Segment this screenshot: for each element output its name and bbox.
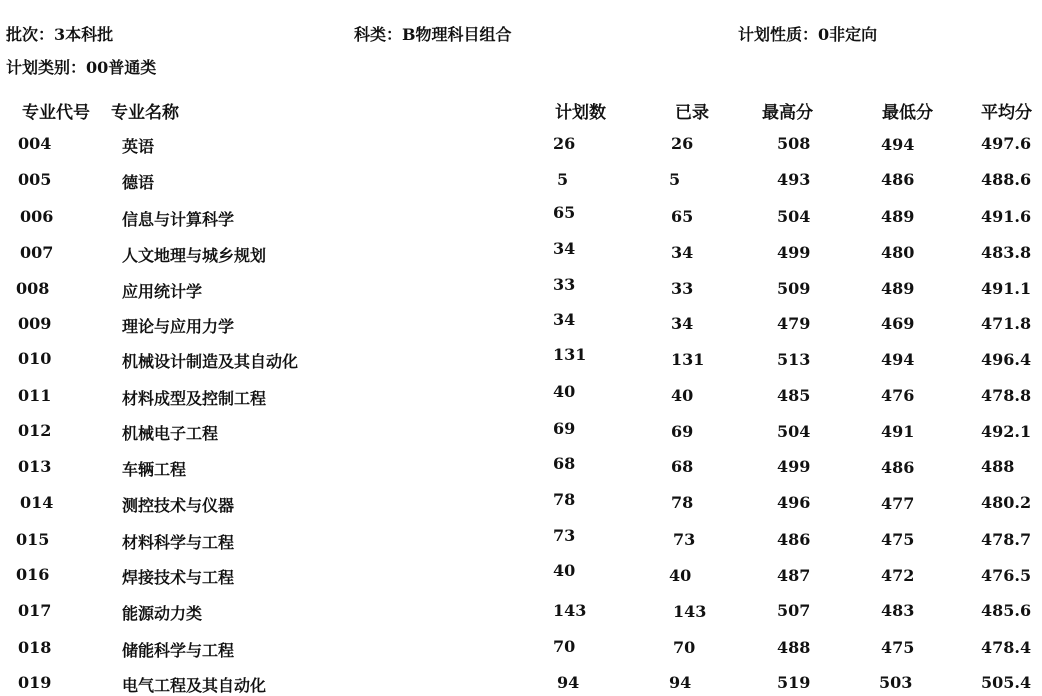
subject-type-label: 科类：B物理科目组合 xyxy=(354,25,512,44)
cell-code: 014 xyxy=(20,493,54,512)
cell-max: 509 xyxy=(777,279,811,298)
cell-max: 519 xyxy=(777,673,811,692)
cell-plan: 5 xyxy=(557,170,569,189)
cell-avg: 492.1 xyxy=(981,422,1032,441)
cell-max: 487 xyxy=(777,566,811,585)
cell-min: 475 xyxy=(881,530,915,549)
cell-name: 机械设计制造及其自动化 xyxy=(122,352,299,371)
cell-code: 012 xyxy=(18,421,52,440)
cell-name: 信息与计算科学 xyxy=(122,210,235,229)
cell-name: 电气工程及其自动化 xyxy=(122,676,267,695)
header-plan-count: 计划数 xyxy=(555,103,606,123)
cell-code: 015 xyxy=(16,530,50,549)
cell-admitted: 73 xyxy=(673,530,696,549)
cell-code: 007 xyxy=(20,243,54,262)
cell-code: 016 xyxy=(16,565,50,584)
cell-plan: 40 xyxy=(553,561,576,580)
cell-max: 486 xyxy=(777,530,811,549)
cell-avg: 478.8 xyxy=(981,386,1032,405)
cell-min: 503 xyxy=(879,673,913,692)
cell-plan: 78 xyxy=(553,490,576,509)
cell-min: 475 xyxy=(881,638,915,657)
cell-avg: 483.8 xyxy=(981,243,1032,262)
cell-min: 489 xyxy=(881,207,915,226)
cell-code: 004 xyxy=(18,134,52,153)
cell-name: 焊接技术与工程 xyxy=(122,568,235,587)
cell-name: 人文地理与城乡规划 xyxy=(122,246,267,265)
cell-name: 车辆工程 xyxy=(122,460,187,479)
cell-name: 材料科学与工程 xyxy=(122,533,235,552)
header-major-code: 专业代号 xyxy=(22,103,90,123)
cell-name: 测控技术与仪器 xyxy=(122,496,235,515)
header-major-name: 专业名称 xyxy=(111,103,179,123)
plan-category-label: 计划类别：00普通类 xyxy=(6,58,157,77)
cell-plan: 26 xyxy=(553,134,576,153)
cell-admitted: 26 xyxy=(671,134,694,153)
cell-max: 504 xyxy=(777,207,811,226)
header-avg-score: 平均分 xyxy=(981,103,1032,123)
cell-min: 486 xyxy=(881,458,915,477)
cell-admitted: 70 xyxy=(673,638,696,657)
cell-max: 507 xyxy=(777,601,811,620)
cell-name: 能源动力类 xyxy=(122,604,203,623)
cell-name: 德语 xyxy=(122,173,155,192)
header-admitted: 已录 xyxy=(675,103,709,123)
cell-admitted: 40 xyxy=(669,566,692,585)
cell-code: 009 xyxy=(18,314,52,333)
cell-avg: 491.6 xyxy=(981,207,1032,226)
cell-max: 504 xyxy=(777,422,811,441)
cell-max: 499 xyxy=(777,457,811,476)
cell-plan: 94 xyxy=(557,673,580,692)
cell-code: 008 xyxy=(16,279,50,298)
cell-min: 489 xyxy=(881,279,915,298)
header-min-score: 最低分 xyxy=(882,103,933,123)
cell-plan: 73 xyxy=(553,526,576,545)
cell-avg: 485.6 xyxy=(981,601,1032,620)
cell-avg: 496.4 xyxy=(981,350,1032,369)
cell-admitted: 94 xyxy=(669,673,692,692)
cell-code: 010 xyxy=(18,349,52,368)
cell-min: 480 xyxy=(881,243,915,262)
cell-admitted: 69 xyxy=(671,422,694,441)
cell-avg: 491.1 xyxy=(981,279,1032,298)
cell-plan: 70 xyxy=(553,637,576,656)
cell-min: 476 xyxy=(881,386,915,405)
cell-max: 508 xyxy=(777,134,811,153)
cell-code: 011 xyxy=(18,386,52,405)
cell-max: 499 xyxy=(777,243,811,262)
cell-avg: 471.8 xyxy=(981,314,1032,333)
cell-code: 013 xyxy=(18,457,52,476)
cell-plan: 40 xyxy=(553,382,576,401)
cell-code: 005 xyxy=(18,170,52,189)
cell-plan: 65 xyxy=(553,203,576,222)
cell-plan: 33 xyxy=(553,275,576,294)
plan-nature-label: 计划性质：0非定向 xyxy=(738,25,878,44)
cell-min: 491 xyxy=(881,422,915,441)
header-max-score: 最高分 xyxy=(762,103,813,123)
cell-code: 019 xyxy=(18,673,52,692)
cell-min: 469 xyxy=(881,314,915,333)
cell-admitted: 68 xyxy=(671,457,694,476)
cell-admitted: 131 xyxy=(671,350,705,369)
cell-admitted: 5 xyxy=(669,170,681,189)
cell-avg: 488.6 xyxy=(981,170,1032,189)
cell-avg: 497.6 xyxy=(981,134,1032,153)
cell-max: 485 xyxy=(777,386,811,405)
cell-admitted: 34 xyxy=(671,314,694,333)
cell-plan: 69 xyxy=(553,419,576,438)
cell-code: 018 xyxy=(18,638,52,657)
cell-max: 488 xyxy=(777,638,811,657)
cell-plan: 143 xyxy=(553,601,587,620)
batch-label: 批次：3本科批 xyxy=(6,25,114,44)
cell-admitted: 78 xyxy=(671,493,694,512)
cell-plan: 131 xyxy=(553,345,587,364)
cell-code: 017 xyxy=(18,601,52,620)
cell-admitted: 143 xyxy=(673,602,707,621)
cell-min: 486 xyxy=(881,170,915,189)
cell-avg: 505.4 xyxy=(981,673,1032,692)
cell-name: 理论与应用力学 xyxy=(122,317,235,336)
cell-min: 494 xyxy=(881,350,915,369)
cell-plan: 34 xyxy=(553,239,576,258)
cell-admitted: 65 xyxy=(671,207,694,226)
cell-name: 材料成型及控制工程 xyxy=(122,389,267,408)
cell-code: 006 xyxy=(20,207,54,226)
cell-max: 479 xyxy=(777,314,811,333)
cell-max: 493 xyxy=(777,170,811,189)
cell-min: 477 xyxy=(881,494,915,513)
cell-name: 应用统计学 xyxy=(122,282,203,301)
cell-admitted: 34 xyxy=(671,243,694,262)
cell-avg: 478.7 xyxy=(981,530,1032,549)
cell-min: 472 xyxy=(881,566,915,585)
cell-max: 496 xyxy=(777,493,811,512)
cell-max: 513 xyxy=(777,350,811,369)
cell-name: 机械电子工程 xyxy=(122,424,219,443)
cell-plan: 34 xyxy=(553,310,576,329)
cell-name: 英语 xyxy=(122,137,155,156)
cell-min: 483 xyxy=(881,601,915,620)
cell-avg: 480.2 xyxy=(981,493,1032,512)
cell-avg: 476.5 xyxy=(981,566,1032,585)
cell-avg: 488 xyxy=(981,457,1015,476)
cell-admitted: 40 xyxy=(671,386,694,405)
cell-admitted: 33 xyxy=(671,279,694,298)
cell-plan: 68 xyxy=(553,454,576,473)
cell-name: 储能科学与工程 xyxy=(122,641,235,660)
cell-min: 494 xyxy=(881,135,915,154)
cell-avg: 478.4 xyxy=(981,638,1032,657)
